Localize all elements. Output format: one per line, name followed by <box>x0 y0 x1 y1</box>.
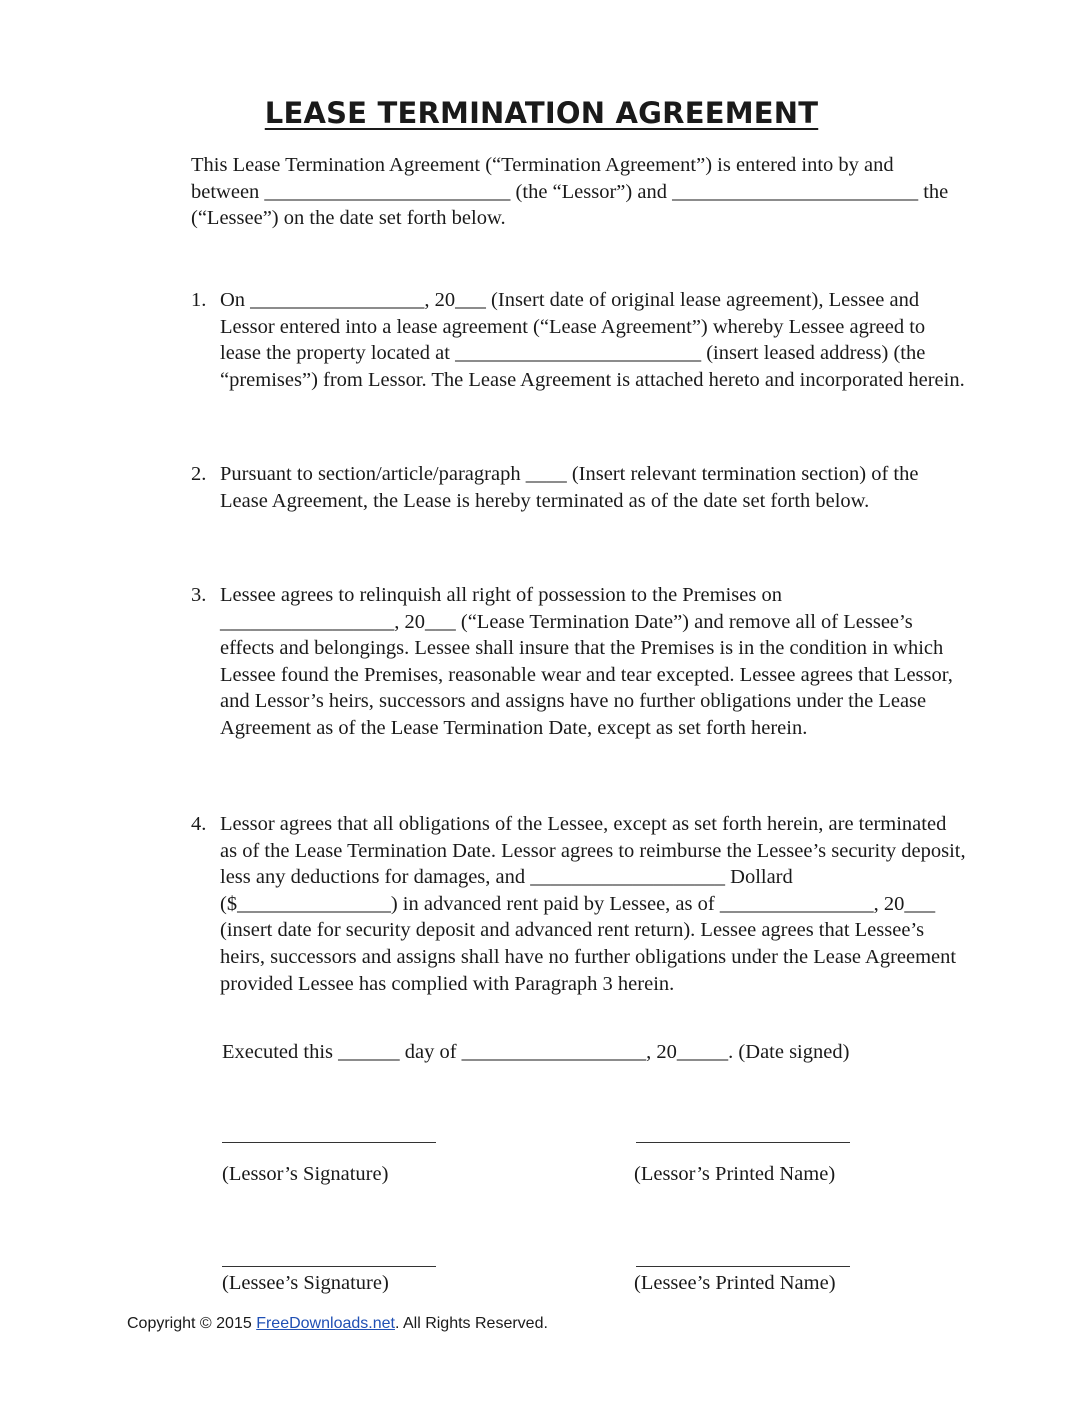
clause-number: 3. <box>191 584 207 606</box>
copyright-prefix: Copyright © 2015 <box>127 1315 257 1332</box>
clause-text: Pursuant to section/article/paragraph ____ (Insert relevant termination section) of the Lease Agreement, the Lease is hereby terminated as of the date set forth below. <box>220 463 919 512</box>
intro-paragraph: This Lease Termination Agreement (“Termination Agreement”) is entered into by and between ________________________ (the “Lessor”) and ________________________ the (“Lessee”) on the date set forth below. <box>191 154 949 230</box>
lessee-signature-line <box>222 1266 436 1267</box>
lessor-signature-label: (Lessor’s Signature) <box>222 1163 389 1185</box>
execution-line: Executed this ______ day of __________________, 20_____. (Date signed) <box>222 1041 850 1063</box>
lessor-signature-line <box>222 1142 436 1143</box>
copyright-footer <box>127 1315 548 1333</box>
lessee-signature-label: (Lessee’s Signature) <box>222 1272 389 1294</box>
lessee-printed-name-label: (Lessee’s Printed Name) <box>634 1272 836 1294</box>
clause-3 <box>191 582 966 742</box>
document-title-text: LEASE TERMINATION AGREEMENT <box>264 96 819 130</box>
freedownloads-link[interactable]: FreeDownloads.net <box>256 1315 395 1332</box>
clause-number: 4. <box>191 813 207 835</box>
lessor-printed-name-label: (Lessor’s Printed Name) <box>634 1163 836 1185</box>
document-title <box>0 96 1083 130</box>
clause-text: Lessee agrees to relinquish all right of possession to the Premises on _________________, 20___ (“Lease Termination Date”) and remove all of Lessee’s effects and belongings. Lessee shall insure that the Premises is in the condition in which Lessee found the Premises, reasonable wear and tear excepted. Lessee agrees that Lessor, and Lessor’s heirs, successors and assigns have no further obligations under the Lease Agreement as of the Lease Termination Date, except as set forth herein. <box>220 584 953 739</box>
clause-4 <box>191 811 966 997</box>
clause-number: 1. <box>191 289 207 311</box>
clause-text: On _________________, 20___ (Insert date of original lease agreement), Lessee and Lessor entered into a lease agreement (“Lease Agreement”) whereby Lessee agreed to lease the property located at ________________________ (insert leased address) (the “premises”) from Lessor. The Lease Agreement is attached hereto and incorporated herein. <box>220 289 965 391</box>
clause-2 <box>191 461 966 514</box>
clause-text: Lessor agrees that all obligations of the Lessee, except as set forth herein, are terminated as of the Lease Termination Date. Lessor agrees to reimburse the Lessee’s security deposit, less any deductions for damages, and ___________________ Dollard ($_______________) in advanced rent paid by Lessee, as of _______________, 20___ (insert date for security deposit and advanced rent return). Lessee agrees that Lessee’s heirs, successors and assigns shall have no further obligations under the Lease Agreement provided Lessee has complied with Paragraph 3 herein. <box>220 813 966 995</box>
clause-1 <box>191 287 966 393</box>
lessor-printed-name-line <box>636 1142 850 1143</box>
copyright-suffix: . All Rights Reserved. <box>394 1315 548 1332</box>
lessee-printed-name-line <box>636 1266 850 1267</box>
clause-number: 2. <box>191 463 207 485</box>
